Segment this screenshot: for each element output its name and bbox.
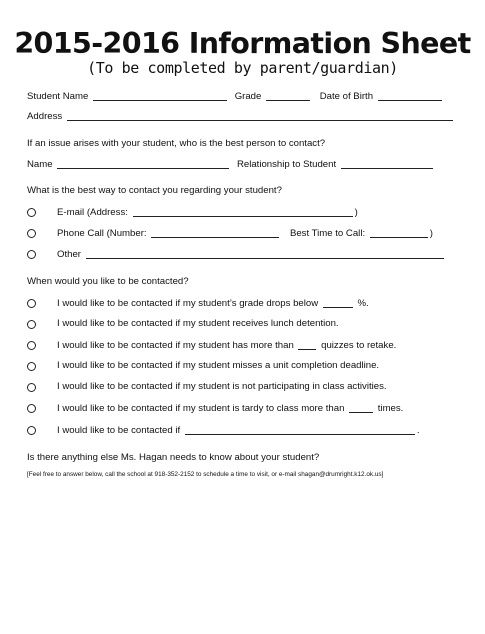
address-field[interactable] [67, 110, 453, 121]
custom-condition-suffix: . [416, 425, 420, 436]
student-name-field[interactable] [93, 90, 227, 101]
other-field[interactable] [86, 248, 444, 259]
address-label: Address [27, 111, 63, 122]
tardy-option [57, 402, 403, 414]
relationship-field[interactable] [341, 158, 433, 169]
other-option [57, 248, 446, 260]
custom-condition-radio[interactable] [27, 426, 36, 435]
other-radio[interactable] [27, 250, 36, 259]
grade-field[interactable] [266, 90, 310, 101]
dob-field[interactable] [378, 90, 442, 101]
final-note: [Feel free to answer below, call the school at 918-352-2152 to schedule a time to visit, or e-mail shagan@drumright.k12.ok.us] [27, 471, 384, 478]
page-title: 2015-2016 Information Sheet [14, 27, 471, 60]
tardy-suffix: times. [377, 403, 404, 414]
contact-person-row [27, 158, 435, 170]
grade-label: Grade [234, 91, 262, 102]
phone-option [57, 227, 433, 239]
tardy-label: I would like to be contacted if my student is tardy to class more than [57, 403, 345, 414]
phone-field[interactable] [151, 227, 279, 238]
relationship-label: Relationship to Student [236, 159, 337, 170]
quizzes-suffix: quizzes to retake. [321, 340, 397, 351]
quizzes-field[interactable] [298, 339, 316, 350]
deadline-radio[interactable] [27, 362, 36, 371]
tardy-radio[interactable] [27, 404, 36, 413]
lunch-detention-radio[interactable] [27, 320, 36, 329]
phone-label: Phone Call (Number: [57, 228, 147, 239]
email-field[interactable] [133, 206, 353, 217]
contact-name-label: Name [27, 159, 53, 170]
grade-drop-suffix: %. [357, 298, 369, 309]
phone-close: ) [429, 228, 433, 239]
lunch-detention-option: I would like to be contacted if my student receives lunch detention. [57, 318, 339, 329]
custom-condition-option [57, 424, 420, 436]
other-label: Other [57, 249, 81, 260]
email-label: E-mail (Address: [57, 207, 128, 218]
grade-drop-label: I would like to be contacted if my student’s grade drops below [57, 298, 319, 309]
contact-method-question: What is the best way to contact you regarding your student? [27, 185, 282, 196]
address-row [27, 110, 455, 122]
quizzes-radio[interactable] [27, 341, 36, 350]
contact-person-question: If an issue arises with your student, who is the best person to contact? [27, 138, 326, 149]
email-close: ) [354, 207, 358, 218]
student-info-row [27, 90, 444, 102]
contact-name-field[interactable] [57, 158, 229, 169]
dob-label: Date of Birth [319, 91, 374, 102]
quizzes-label: I would like to be contacted if my student has more than [57, 340, 294, 351]
custom-condition-field[interactable] [185, 424, 415, 435]
grade-drop-radio[interactable] [27, 299, 36, 308]
phone-radio[interactable] [27, 229, 36, 238]
participation-radio[interactable] [27, 383, 36, 392]
tardy-field[interactable] [349, 402, 373, 413]
best-time-label: Best Time to Call: [289, 228, 366, 239]
grade-drop-field[interactable] [323, 297, 353, 308]
participation-option: I would like to be contacted if my student is not participating in class activities. [57, 381, 387, 392]
contact-when-question: When would you like to be contacted? [27, 276, 189, 287]
deadline-option: I would like to be contacted if my student misses a unit completion deadline. [57, 360, 380, 371]
student-name-label: Student Name [27, 91, 89, 102]
final-question: Is there anything else Ms. Hagan needs to know about your student? [27, 452, 320, 463]
email-radio[interactable] [27, 208, 36, 217]
page-subtitle: (To be completed by parent/guardian) [87, 59, 398, 77]
quizzes-option [57, 339, 396, 351]
grade-drop-option [57, 297, 369, 309]
custom-condition-label: I would like to be contacted if [57, 425, 181, 436]
email-option [57, 206, 358, 218]
best-time-field[interactable] [370, 227, 428, 238]
